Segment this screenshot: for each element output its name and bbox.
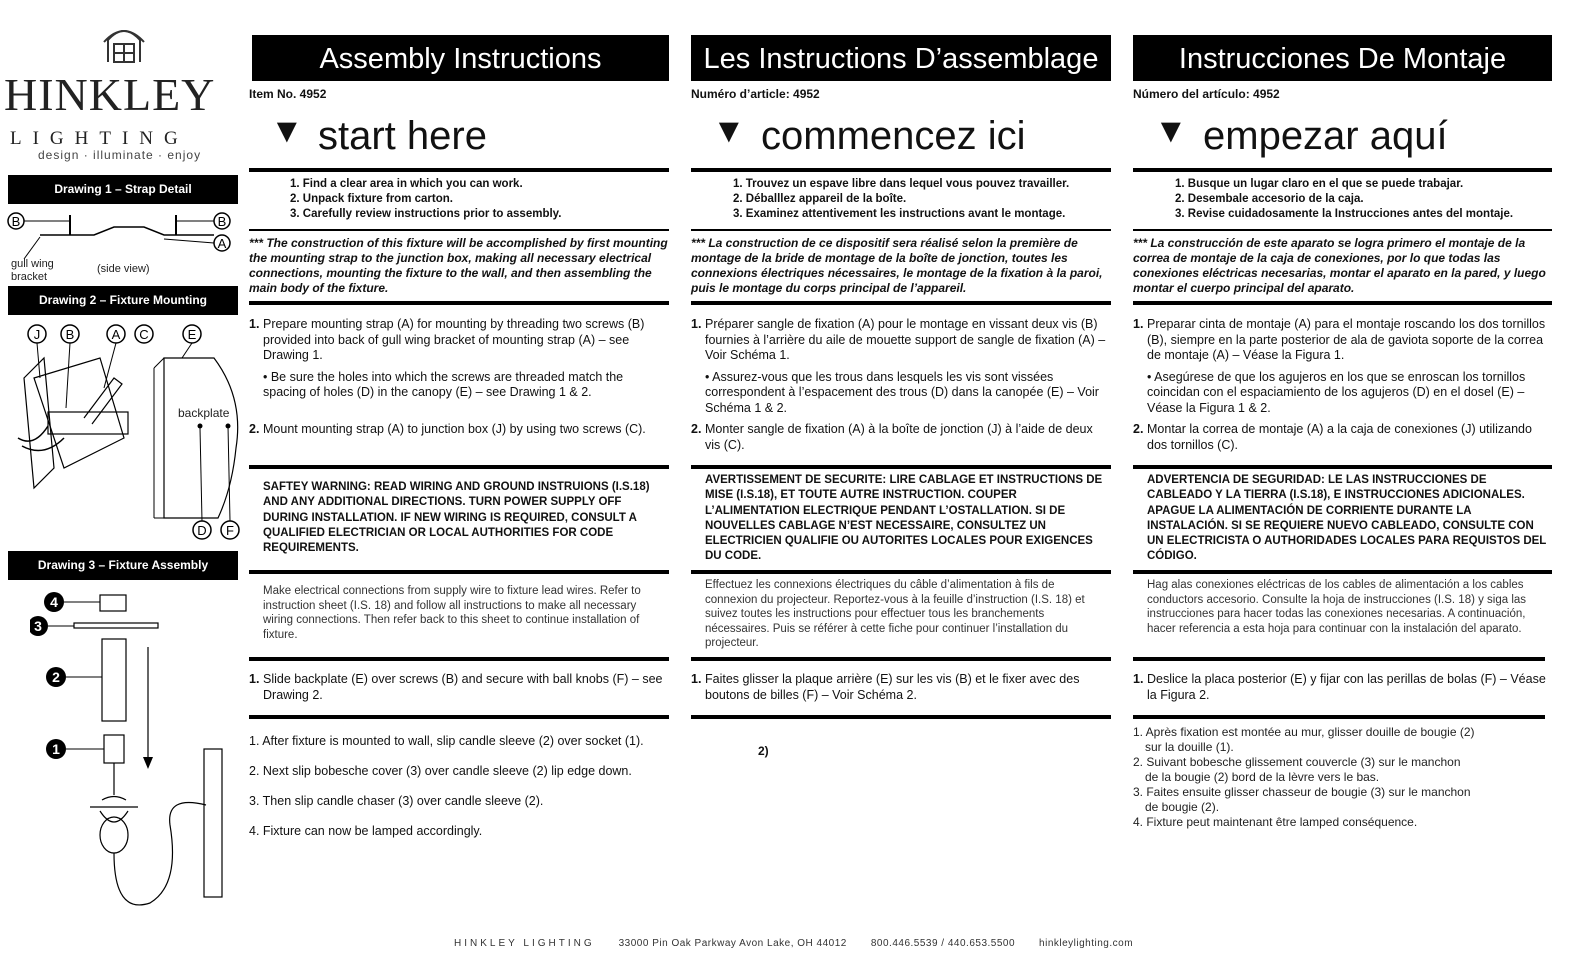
- col1-item-no: Item No. 4952: [249, 87, 327, 101]
- col1-warning: SAFTEY WARNING: READ WIRING AND GROUND INSTRUIONS (I.S.18) AND ANY ADDITIONAL DIRECTIONS. TURN POWER SUPPLY OFF DURING INSTALLATION. IF NEW WIRING IS REQUIRED, CONSULT A QUALIFIED ELECTRICIAN OR LOCAL AUTHORITIES FOR CODE REQUIREMENTS.: [263, 481, 650, 555]
- col1-step1-bullet: • Be sure the holes into which the screws are threaded match the spacing of holes (D) in the canopy (E) – see Drawing 1 & 2.: [263, 369, 624, 399]
- col3-step-1: 1. Busque un lugar claro en el que se puede trabajar.: [1175, 178, 1464, 190]
- col3-step-2: 2. Desembale accesorio de la caja.: [1175, 193, 1364, 205]
- col3-rule-2: [1133, 229, 1552, 231]
- footer-phone: 800.446.5539 / 440.653.5500: [870, 938, 1016, 949]
- label-bracket: bracket: [11, 271, 48, 283]
- col1-step1-text: Prepare mounting strap (A) for mounting by threading two screws (B) provided into back of gull wing bracket of mounting strap (A) – see Drawing 1.: [263, 317, 645, 362]
- col1-final: [249, 734, 679, 840]
- drawing1-title: Drawing 1 – Strap Detail: [8, 175, 238, 204]
- col2-rule-1: [691, 168, 1111, 172]
- drawing3: [30, 585, 240, 920]
- col2-step2-num: 2.: [691, 422, 702, 436]
- col2-note: *** La construction de ce dispositif sera réalisé selon la première de montage de la bride de montage de la boîte de jonction, toutes les connexions électriques nécessaires, le montage de la fixation à la paroi, puis le montage du corps principal de l’appareil.: [691, 236, 1103, 295]
- col1-note: *** The construction of this fixture will be accomplished by first mounting the mounting strap to the junction box, making all necessary electrical connections, mounting the fixture to the wall, and then assembling the main body of the fixture.: [249, 236, 668, 295]
- drawing2-callout-b: B: [65, 327, 75, 342]
- col1-final-4: 4. Fixture can now be lamped accordingly.: [249, 824, 483, 838]
- col3-rule-6: [1133, 657, 1545, 661]
- col3-slide-num: 1.: [1133, 672, 1144, 686]
- col1-rule-2: [249, 229, 669, 231]
- col1-start: start here: [318, 114, 487, 158]
- col2-step1: [691, 317, 1111, 453]
- col3-slide-text: Deslice la placa posterior (E) y fijar con las perillas de bolas (F) – Véase la Figura 2.: [1147, 672, 1546, 702]
- col2-slide-text: Faites glisser la plaque arrière (E) sur les vis (B) et le fixer avec des boutons de billes (F) – Voir Schéma 2.: [705, 672, 1080, 702]
- col3-electrical: Hag alas conexiones eléctricas de los cables de alimentación a los cables conductors accesorio. Consulte la hoja de instrucciones (I.S. 18) y siga las instrucciones para hacer todas las conexiones necesarias. A continuación, hacer referencia a esta hoja para continuar con la instalación del aparato.: [1147, 579, 1527, 635]
- col3-final-2: 2. Suivant bobesche glissement couvercle (3) sur le manchon: [1133, 755, 1461, 769]
- col2-stray: 2): [758, 744, 769, 758]
- col2-item-no: Numéro d’article: 4952: [691, 87, 820, 101]
- col2-steps: [733, 177, 1111, 222]
- drawing1-callout-a: A: [217, 236, 227, 251]
- col3-start: empezar aquí: [1203, 114, 1448, 158]
- col2-electrical: Effectuez les connexions électriques du câble d’alimentation à fils de connexion du projecteur. Reportez-vous à la feuille d’instruction (I.S. 18) et suivez toutes les instructions pour effectuer tous les branchements nécessaires. Puis se référer à cette fiche pour continuer l’installation du projecteur.: [705, 579, 1085, 649]
- col1-rule-6: [249, 657, 669, 661]
- col3-final-3b: de bougie (2).: [1145, 800, 1220, 814]
- logo: [4, 18, 244, 168]
- col1-final-3: 3. Then slip candle chaser (3) over candle sleeve (2).: [249, 794, 544, 808]
- col3-final-3: 3. Faites ensuite glisser chasseur de bougie (3) sur le manchon: [1133, 785, 1471, 799]
- col1-step-1: 1. Find a clear area in which you can work.: [290, 178, 523, 190]
- col2-step-2: 2. Déballlez appareil de la boîte.: [733, 193, 907, 205]
- fixture-mounting-diagram: [4, 318, 244, 546]
- col2-rule-7: [691, 715, 1111, 719]
- footer-company: HINKLEY LIGHTING: [454, 938, 595, 949]
- drawing2-callout-j: J: [33, 327, 41, 342]
- col1-final-2: 2. Next slip bobesche cover (3) over candle sleeve (2) lip edge down.: [249, 764, 632, 778]
- col1-step2-num: 2.: [249, 421, 260, 436]
- label-backplate: backplate: [178, 406, 230, 420]
- col1-slide: [249, 672, 669, 703]
- drawing2-callout-a: A: [111, 327, 121, 342]
- footer: [454, 938, 1133, 949]
- drawing3-callout-4: 4: [50, 594, 58, 610]
- fixture-assembly-diagram: [30, 585, 240, 920]
- col3-step-3: 3. Revise cuidadosamente la Instrucciones antes del montaje.: [1175, 208, 1514, 220]
- col3-rule-5: [1133, 570, 1552, 574]
- col1-rule-5: [249, 570, 669, 574]
- col1-rule-3: [249, 301, 669, 305]
- col1-electrical: Make electrical connections from supply wire to fixture lead wires. Refer to instruction sheet (I.S. 18) and follow all instructions to make all necessary wiring connections. Then refer back to this sheet to continue installation of fixture.: [263, 585, 641, 641]
- col3-step1-text: Preparar cinta de montaje (A) para el montaje roscando los dos tornillos (B), siempre en la parte posterior de ala de gaviota soporte de la correa de montaje (A) – Véase la Figura 1.: [1147, 317, 1546, 362]
- footer-web[interactable]: hinkleylighting.com: [1039, 938, 1134, 949]
- col1-step-2: 2. Unpack fixture from carton.: [290, 193, 453, 205]
- col3-rule-1: [1133, 168, 1552, 172]
- col3-step1-bullet: • Asegúrese de que los agujeros en los que se enroscan los tornillos coincidan con el espaciamiento de los agujeros (D) en el dosel (E) – Véase la Figura 1 & 2.: [1147, 369, 1526, 415]
- col2-rule-2: [691, 229, 1111, 231]
- col1-step1-num: 1.: [249, 317, 260, 331]
- col2-step1-bullet: • Assurez-vous que les trous dans lesquels les vis sont vissées correspondent à l’espacement des trous (D) dans la canopée (E) – Voir Schéma 1 & 2.: [705, 369, 1099, 415]
- col2-rule-3: [691, 301, 1111, 305]
- drawing2-callout-c: C: [139, 327, 149, 342]
- drawing2-callout-d: D: [197, 523, 207, 538]
- logo-tagline: design · illuminate · enjoy: [38, 148, 202, 162]
- col1-slide-text: Slide backplate (E) over screws (B) and secure with ball knobs (F) – see Drawing 2.: [263, 672, 663, 702]
- col1-final-1: 1. After fixture is mounted to wall, slip candle sleeve (2) over socket (1).: [249, 734, 644, 748]
- col3-final-2b: de la bougie (2) bord de la lèvre vers le bas.: [1145, 770, 1380, 784]
- col2-step-1: 1. Trouvez un espave libre dans lequel vous pouvez travailler.: [733, 178, 1070, 190]
- col2-rule-6: [691, 657, 1111, 661]
- col3-final: [1133, 725, 1552, 830]
- col3-steps: [1175, 177, 1552, 222]
- col3-step1-num: 1.: [1133, 317, 1144, 331]
- col2-rule-4: [691, 465, 1111, 469]
- col1-rule-4: [249, 465, 669, 469]
- col3-item-no: Número del artículo: 4952: [1133, 87, 1280, 101]
- col1-rule-1: [249, 168, 669, 172]
- logo-sub: LIGHTING: [10, 128, 189, 149]
- footer-address: 33000 Pin Oak Parkway Avon Lake, OH 44012: [618, 938, 847, 949]
- col3-final-4: 4. Fixture peut maintenant être lamped conséquence.: [1133, 815, 1418, 829]
- col2-start: commencez ici: [761, 114, 1026, 158]
- drawing1: [4, 205, 242, 285]
- col3-rule-3: [1133, 301, 1552, 305]
- col1-rule-7: [249, 715, 669, 719]
- drawing2-callout-e: E: [187, 327, 197, 342]
- col2-step1-text: Préparer sangle de fixation (A) pour le montage en vissant deux vis (B) fournies à l’arrière du aile de mouette support de sangle de fixation (A) – Voir Schéma 1.: [705, 317, 1106, 362]
- col3-step1: [1133, 317, 1552, 453]
- logo-brand: HINKLEY: [4, 69, 216, 120]
- col2-step2-text: Monter sangle de fixation (A) à la boîte de jonction (J) à l’aide de deux vis (C).: [705, 422, 1093, 452]
- col3-rule-7: [1133, 715, 1545, 719]
- col2-warning: AVERTISSEMENT DE SECURITE: LIRE CABLAGE ET INSTRUCTIONS DE MISE (I.S.18), ET TOUTE AUTRE INSTRUCTION. COUPER L’ALIMENTATION ELECTRIQUE PENDANT L’OSTALLATION. SI DE NOUVELLES CABLAGE N’EST NECESSAIRE, CONSULTEZ UN ELECTRICIEN QUALIFIE OU AUTORITES LOCALES POUR EXIGENCES DU CODE.: [705, 474, 1103, 563]
- col3-slide: [1133, 672, 1552, 703]
- col2-step-3: 3. Examinez attentivement les instructions avant le montage.: [733, 208, 1066, 220]
- drawing3-title: Drawing 3 – Fixture Assembly: [8, 551, 238, 580]
- col3-step2-text: Montar la correa de montaje (A) a la caja de conexiones (J) utilizando dos tornillos (C).: [1147, 422, 1532, 452]
- drawing2-callout-f: F: [226, 523, 234, 538]
- col2-rule-5: [691, 570, 1111, 574]
- drawing2-title: Drawing 2 – Fixture Mounting: [8, 286, 238, 315]
- col2-header: Les Instructions D’assemblage: [691, 35, 1111, 81]
- col3-header: Instrucciones De Montaje: [1133, 35, 1552, 81]
- col3-final-1b: sur la douille (1).: [1145, 740, 1234, 754]
- col1-steps: [290, 177, 669, 222]
- col1-step1: [249, 317, 669, 437]
- col1-slide-num: 1.: [249, 672, 260, 686]
- col2-step1-num: 1.: [691, 317, 702, 331]
- col1-header: Assembly Instructions: [252, 35, 669, 81]
- drawing1-callout-b-right: B: [217, 214, 227, 229]
- drawing1-callout-b-left: B: [11, 214, 21, 229]
- label-gull-wing: gull wing: [11, 258, 54, 270]
- drawing3-callout-3: 3: [34, 618, 42, 634]
- col3-warning: ADVERTENCIA DE SEGURIDAD: LE LAS INSTRUCCIONES DE CABLEADO Y LA TIERRA (I.S.18), E INSTRUCCIONES ADICIONALES. APAGUE LA ALIMENTACIÓN DE CORRIENTE DURANTE LA INSTALACIÓN. SI SE REQUIERE NUEVO CABLEADO, CONSULTE CON UN ELECTRICISTA O AUTHORIDADES LOCALES PARA REQUISTOS DEL CÓDIGO.: [1147, 474, 1547, 563]
- drawing3-callout-1: 1: [52, 741, 60, 757]
- col2-slide: [691, 672, 1111, 703]
- col3-chevron-down-icon: ▼: [1154, 112, 1188, 150]
- col3-rule-4: [1133, 465, 1552, 469]
- col1-step2-text: Mount mounting strap (A) to junction box (J) by using two screws (C).: [263, 421, 646, 436]
- label-side-view: (side view): [97, 263, 150, 275]
- col3-final-1: 1. Après fixation est montée au mur, glisser douille de bougie (2): [1133, 725, 1475, 739]
- col2-chevron-down-icon: ▼: [712, 112, 746, 150]
- col2-slide-num: 1.: [691, 672, 702, 686]
- col1-chevron-down-icon: ▼: [270, 112, 304, 150]
- drawing2: [4, 318, 244, 546]
- col1-step-3: 3. Carefully review instructions prior to assembly.: [290, 208, 562, 220]
- col3-note: *** La construcción de este aparato se logra primero el montaje de la correa de montaje de la caja de conexiones, por lo que todas las conexiones eléctricas necesarias, montar el aparato en la pared, y luego montar el cuerpo principal del aparato.: [1133, 236, 1546, 295]
- drawing3-callout-2: 2: [52, 669, 60, 685]
- col3-step2-num: 2.: [1133, 422, 1144, 436]
